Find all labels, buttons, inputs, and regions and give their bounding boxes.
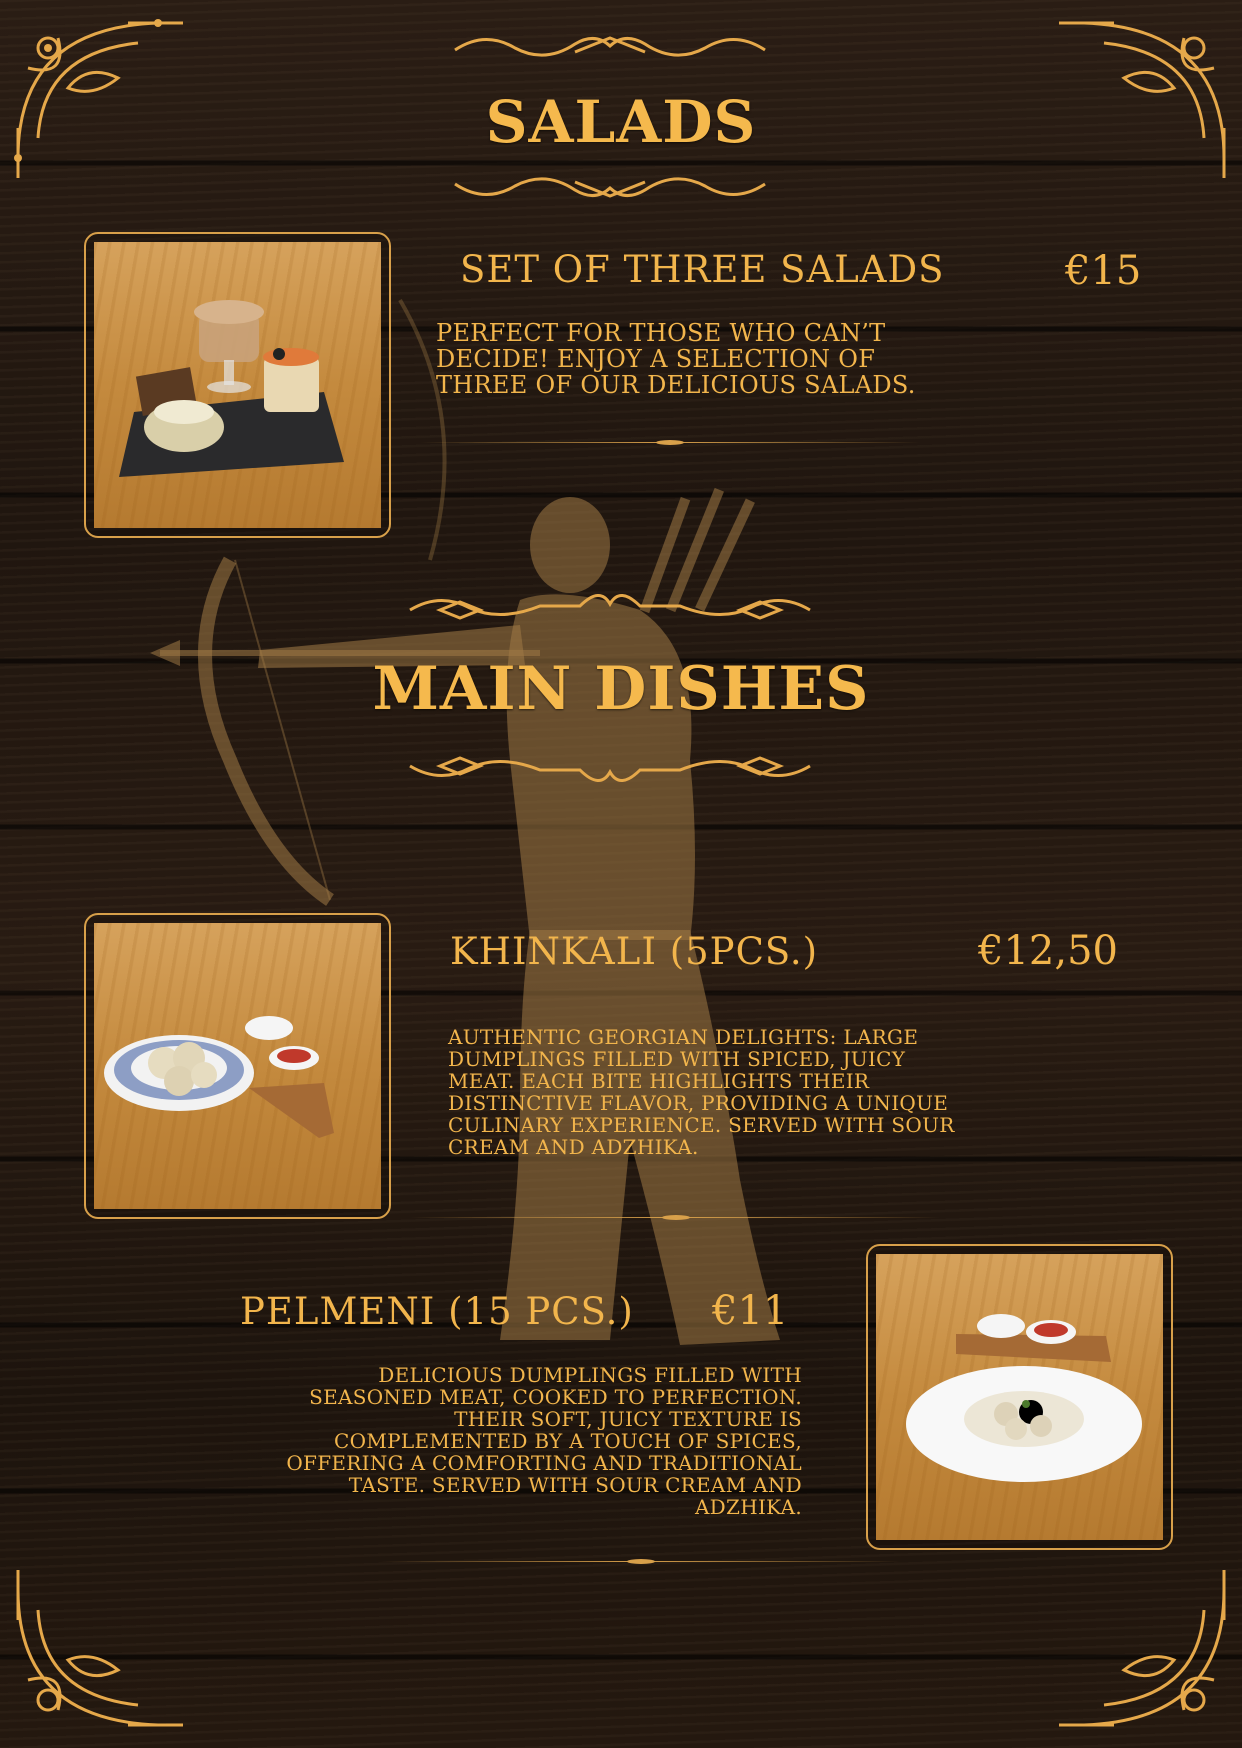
- pelmeni-title: PELMENI (15 PCS.): [240, 1290, 634, 1333]
- corner-ornament-bottom-right-icon: [1044, 1560, 1234, 1740]
- set-salads-description: PERFECT FOR THOSE WHO CAN’T DECIDE! ENJOY A SELECTION OF THREE OF OUR DELICIOUS SALADS.: [436, 319, 916, 399]
- khinkali-description: AUTHENTIC GEORGIAN DELIGHTS: LARGE DUMPLINGS FILLED WITH SPICED, JUICY MEAT. EACH BITE HIGHLIGHTS THEIR DISTINCTIVE FLAVOR, PROVIDING A UNIQUE CULINARY EXPERIENCE. SERVED WITH SOUR CREAM AND ADZHIKA.: [448, 1025, 955, 1159]
- salad-set-photo: [84, 232, 391, 538]
- khinkali-illustration: [94, 923, 381, 1209]
- khinkali-photo: [84, 913, 391, 1219]
- salad-set-illustration: [94, 242, 381, 528]
- pelmeni-illustration: [876, 1254, 1163, 1540]
- corner-ornament-bottom-left-icon: [8, 1560, 198, 1740]
- flourish-top-main-icon: [400, 582, 820, 626]
- divider-ornament-icon: [662, 1215, 690, 1220]
- main-dishes-heading: MAIN DISHES: [372, 654, 870, 724]
- set-salads-title: SET OF THREE SALADS: [460, 248, 945, 291]
- salads-heading: SALADS: [485, 88, 757, 156]
- pelmeni-description: DELICIOUS DUMPLINGS FILLED WITH SEASONED MEAT, COOKED TO PERFECTION. THEIR SOFT, JUICY TEXTURE IS COMPLEMENTED BY A TOUCH OF SPICES, OFFERING A COMFORTING AND TRADITIONAL TASTE. SERVED WITH SOUR CREAM AND ADZHIKA.: [286, 1363, 802, 1519]
- set-salads-price: €15: [1065, 248, 1142, 294]
- pelmeni-price: €11: [712, 1288, 789, 1334]
- flourish-bottom-main-icon: [400, 750, 820, 794]
- khinkali-title: KHINKALI (5PCS.): [450, 930, 819, 973]
- khinkali-price: €12,50: [978, 928, 1118, 974]
- flourish-top-salads-icon: [445, 30, 775, 66]
- flourish-bottom-salads-icon: [445, 168, 775, 204]
- pelmeni-photo: [866, 1244, 1173, 1550]
- divider-ornament-icon: [656, 440, 684, 445]
- divider-ornament-icon: [627, 1559, 655, 1564]
